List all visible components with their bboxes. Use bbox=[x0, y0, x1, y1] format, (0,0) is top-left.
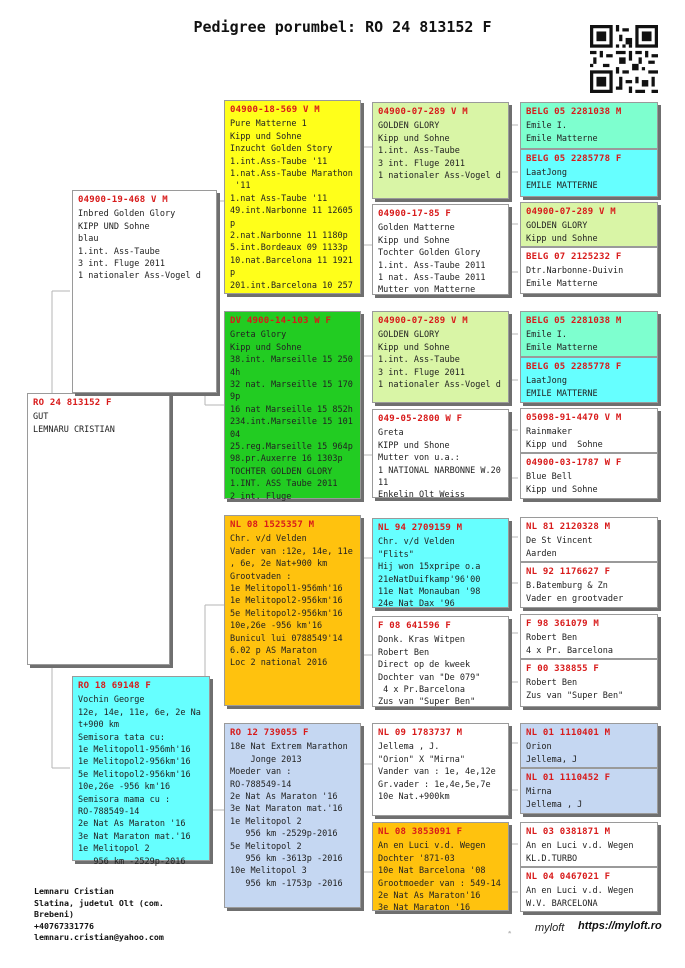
pigeon-info-line: Jellema, J bbox=[526, 754, 578, 765]
pigeon-info-line: 1e Melitopol1-956mh'16 bbox=[78, 745, 191, 756]
pigeon-info-line: Vader van :12e, 14e, 11e bbox=[230, 546, 353, 557]
pigeon-info-line: 11e Nat Monauban '98 bbox=[378, 587, 481, 598]
pigeon-info-line: 2e Nat As Maraton'16 bbox=[378, 891, 481, 902]
pigeon-info-line: 49.int.Narbonne 11 12605 bbox=[230, 206, 353, 217]
pigeon-info-line: De St Vincent bbox=[526, 536, 593, 547]
ring-number: BELG 05 2285778 F bbox=[526, 362, 622, 372]
pigeon-info-line: Bunicul lui 0788549'14 bbox=[230, 633, 343, 644]
ssd-card[interactable] bbox=[372, 204, 509, 295]
pigeon-info-line: Dtr.Narbonne-Duivin bbox=[526, 266, 624, 277]
pigeon-info-line: 201.int.Barcelona 10 257 bbox=[230, 280, 353, 291]
pigeon-info-line: Mutter von Matterne bbox=[378, 285, 476, 296]
pigeon-info-line: An en Luci v.d. Wegen bbox=[526, 841, 634, 852]
pigeon-info-line: TOCHTER GOLDEN GLORY bbox=[230, 466, 333, 477]
ring-number: BELG 05 2285778 F bbox=[526, 154, 622, 164]
pigeon-info-line: 5e Melitopol 2 bbox=[230, 841, 302, 852]
ancestor-card-11[interactable] bbox=[520, 614, 658, 659]
ring-number: NL 03 0381871 M bbox=[526, 827, 611, 837]
pigeon-info-line: KIPP UND Sohne bbox=[78, 221, 150, 232]
ancestor-card-10[interactable] bbox=[520, 562, 658, 608]
dam-dam-card[interactable] bbox=[224, 723, 361, 908]
pigeon-info-line: An en Luci v.d. Wegen bbox=[526, 886, 634, 897]
pigeon-info-line: 1 nat. Ass-Taube 2011 bbox=[378, 273, 486, 284]
ancestor-card-4[interactable] bbox=[520, 247, 658, 294]
website-link[interactable]: https://myloft.ro bbox=[578, 920, 662, 932]
pigeon-info-line: KL.D.TURBO bbox=[526, 853, 578, 864]
pigeon-info-line: Emile Matterne bbox=[526, 133, 598, 144]
ancestor-card-8[interactable] bbox=[520, 453, 658, 499]
ring-number: NL 08 3853091 F bbox=[378, 827, 463, 837]
pigeon-info-line: 2 int. Fluge bbox=[230, 491, 292, 502]
pigeon-info-line: , 6e, 2e Nat+900 km bbox=[230, 559, 328, 570]
pigeon-info-line: 1e Melitopol2-956km'16 bbox=[230, 596, 343, 607]
dsd-card[interactable] bbox=[372, 616, 509, 707]
pigeon-info-line: 956 km -3613p -2016 bbox=[230, 854, 343, 865]
pigeon-info-line: Golden Matterne bbox=[378, 223, 455, 234]
sss-card[interactable] bbox=[372, 102, 509, 199]
ancestor-card-16[interactable] bbox=[520, 867, 658, 912]
pigeon-info-line: Dochter '871-03 bbox=[378, 853, 455, 864]
pigeon-info-line: 10e,26e -956 km'16 bbox=[78, 782, 171, 793]
pigeon-info-line: Kipp und Sohne bbox=[526, 439, 603, 450]
pigeon-info-line: 25.reg.Marseille 15 964p bbox=[230, 442, 353, 453]
pigeon-info-line: Zus van "Super Ben" bbox=[378, 697, 476, 708]
myloft-logo-icon bbox=[508, 921, 534, 943]
ring-number: NL 01 1110401 M bbox=[526, 728, 611, 738]
pigeon-info-line: '11 bbox=[230, 181, 251, 192]
pigeon-info-line: 956 km -2529p-2016 bbox=[230, 829, 338, 840]
pigeon-info-line: An en Luci v.d. Wegen bbox=[378, 841, 486, 852]
pigeon-info-line: 24e Nat Dax '96 bbox=[378, 599, 455, 610]
pigeon-info-line: 1 NATIONAL NARBONNE W.20 bbox=[378, 465, 501, 476]
pigeon-info-line: Jonge 2013 bbox=[230, 754, 302, 765]
ancestor-card-12[interactable] bbox=[520, 659, 658, 707]
pigeon-info-line: Grootvaden : bbox=[230, 571, 292, 582]
ring-number: RO 24 813152 F bbox=[33, 398, 112, 408]
breeder-name: Lemnaru Cristian bbox=[34, 886, 114, 896]
pigeon-info-line: 1.int. Ass-Taube bbox=[78, 246, 160, 257]
ring-number: NL 94 2709159 M bbox=[378, 523, 463, 533]
pigeon-info-line: Mirna bbox=[526, 787, 552, 798]
pigeon-info-line: 21eNatDuifkamp'96'00 bbox=[378, 574, 481, 585]
pigeon-info-line: Direct op de kweek bbox=[378, 660, 471, 671]
pigeon-info-line: Kipp und Sohne bbox=[526, 233, 598, 244]
pigeon-info-line: Enkelin Olt Weiss bbox=[378, 490, 465, 501]
pigeon-info-line: GUT bbox=[33, 412, 49, 423]
pigeon-info-line: 10e Nat Barcelona '08 bbox=[378, 866, 486, 877]
pigeon-info-line: 1.INT. ASS Taube 2011 bbox=[230, 479, 338, 490]
pigeon-info-line: 5.int.Bordeaux 09 1133p bbox=[230, 243, 348, 254]
pigeon-info-line: B.Batemburg & Zn bbox=[526, 581, 608, 592]
ring-number: F 00 338855 F bbox=[526, 664, 600, 674]
pigeon-info-line: Dochter van "De 079" bbox=[378, 672, 481, 683]
pigeon-info-line: 04 bbox=[230, 429, 241, 440]
pigeon-info-line: Pure Matterne 1 bbox=[230, 119, 307, 130]
pigeon-info-line: 2.nat.Narbonne 11 1180p bbox=[230, 231, 348, 242]
pigeon-info-line: 1 nationaler Ass-Vogel d bbox=[78, 271, 201, 282]
dam-card[interactable] bbox=[72, 676, 210, 867]
sire-sire-card[interactable] bbox=[224, 100, 361, 294]
pigeon-info-line: 6.02 p AS Maraton bbox=[230, 646, 317, 657]
pigeon-info-line: 16 nat Marseille 15 852h bbox=[230, 404, 353, 415]
pigeon-info-line: Vader en grootvader bbox=[526, 593, 624, 604]
pigeon-info-line: Emile Matterne bbox=[526, 278, 598, 289]
pigeon-info-line: 10e Nat.+900km bbox=[378, 792, 450, 803]
pigeon-info-line: 3e Nat Maraton mat.'16 bbox=[78, 831, 191, 842]
pigeon-info-line: 1e Melitopol2-956km'16 bbox=[78, 757, 191, 768]
pigeon-info-line: 38.int. Marseille 15 250 bbox=[230, 355, 353, 366]
pigeon-info-line: p bbox=[230, 268, 236, 279]
pigeon-info-line: Vander van : 1e, 4e,12e bbox=[378, 767, 496, 778]
breeder-contact bbox=[34, 886, 164, 944]
dss-card[interactable] bbox=[372, 518, 509, 608]
ring-number: NL 09 1783737 M bbox=[378, 728, 463, 738]
pigeon-info-line: 3 int. Fluge 2011 bbox=[78, 259, 165, 270]
pigeon-info-line: 4h bbox=[230, 367, 241, 378]
pigeon-info-line: 3 int. Fluge 2011 bbox=[378, 158, 465, 169]
pigeon-info-line: EMILE MATTERNE bbox=[526, 180, 598, 191]
pigeon-info-line: Kipp und Sohne bbox=[230, 342, 302, 353]
ring-number: F 08 641596 F bbox=[378, 621, 452, 631]
pigeon-info-line: t+900 km bbox=[78, 720, 119, 731]
pigeon-info-line: 4 x Pr.Barcelona bbox=[378, 685, 465, 696]
pigeon-info-line: 1.int.Ass-Taube '11 bbox=[230, 156, 328, 167]
pigeon-info-line: Kipp und Sohne bbox=[378, 235, 450, 246]
myloft-logo-text: myloft bbox=[535, 922, 565, 934]
pigeon-info-line: Jellema , J bbox=[526, 799, 583, 810]
breeder-address-1: Slatina, judetul Olt (com. bbox=[34, 897, 164, 908]
ancestor-card-1[interactable] bbox=[520, 102, 658, 149]
pigeon-info-line: 1.nat Ass-Taube '11 bbox=[230, 193, 328, 204]
pigeon-info-line: 234.int.Marseille 15 101 bbox=[230, 417, 353, 428]
ancestor-card-3[interactable] bbox=[520, 202, 658, 247]
dam-sire-card[interactable] bbox=[224, 515, 361, 706]
ring-number: 04900-07-289 V M bbox=[378, 316, 468, 326]
pigeon-info-line: Rainmaker bbox=[526, 427, 573, 438]
pigeon-info-line: 3 int. Fluge 2011 bbox=[378, 367, 465, 378]
pigeon-info-line: 1.int. Ass-Taube 2011 bbox=[378, 260, 486, 271]
pigeon-info-line: Emile Matterne bbox=[526, 342, 598, 353]
pigeon-info-line: RO-788549-14 bbox=[230, 779, 292, 790]
pigeon-info-line: 3e Nat Maraton mat.'16 bbox=[230, 804, 343, 815]
pigeon-info-line: Mutter von u.a.: bbox=[378, 453, 460, 464]
sdd-card[interactable] bbox=[372, 409, 509, 501]
pigeon-info-line: KIPP und Shone bbox=[378, 440, 450, 451]
pigeon-info-line: 11 bbox=[378, 478, 389, 489]
ddd-card[interactable] bbox=[372, 822, 509, 914]
ring-number: 04900-07-289 V M bbox=[526, 207, 616, 217]
pigeon-info-line: GOLDEN GLORY bbox=[526, 221, 588, 232]
pigeon-info-line: Robert Ben bbox=[378, 647, 430, 658]
ring-number: 05098-91-4470 V M bbox=[526, 413, 622, 423]
ring-number: 049-05-2800 W F bbox=[378, 414, 463, 424]
pigeon-info-line: 1e Melitopol1-956mh'16 bbox=[230, 584, 343, 595]
pigeon-info-line: Chr. v/d Velden bbox=[378, 537, 455, 548]
ring-number: NL 92 1176627 F bbox=[526, 567, 611, 577]
ring-number: 04900-07-289 V M bbox=[378, 107, 468, 117]
pigeon-info-line: blau bbox=[78, 234, 99, 245]
pigeon-info-line: Kipp und Sohne bbox=[378, 133, 450, 144]
ring-number: NL 01 1110452 F bbox=[526, 773, 611, 783]
pigeon-info-line: Moeder van : bbox=[230, 767, 292, 778]
ring-number: NL 81 2120328 M bbox=[526, 522, 611, 532]
pigeon-info-line: LaatJong bbox=[526, 376, 567, 387]
ring-number: 04900-03-1787 W F bbox=[526, 458, 622, 468]
pigeon-info-line: 956 km -1753p -2016 bbox=[230, 878, 343, 889]
pigeon-info-line: Donk. Kras Witpen bbox=[378, 635, 465, 646]
sds-card[interactable] bbox=[372, 311, 509, 403]
pigeon-info-line: 5e Melitopol2-956km'16 bbox=[78, 769, 191, 780]
ring-number: NL 04 0467021 F bbox=[526, 872, 611, 882]
pigeon-info-line: 956 km -2529p-2016 bbox=[78, 856, 186, 867]
sire-dam-card[interactable] bbox=[224, 311, 361, 502]
sire-card[interactable] bbox=[72, 190, 217, 393]
ring-number: DV 4900-14-103 W F bbox=[230, 316, 332, 326]
pigeon-info-line: 3e Nat Maraton '16 bbox=[378, 903, 471, 914]
pigeon-info-line: Robert Ben bbox=[526, 633, 578, 644]
pigeon-info-line: 1 nationaler Ass-Vogel d bbox=[378, 171, 501, 182]
pigeon-info-line: Chr. v/d Velden bbox=[230, 534, 307, 545]
pigeon-info-line: Blue Bell bbox=[526, 472, 573, 483]
pigeon-info-line: Kipp und Sohne bbox=[230, 131, 302, 142]
pigeon-info-line: Kipp und Sohne bbox=[378, 342, 450, 353]
pigeon-info-line: Zus van "Super Ben" bbox=[526, 690, 624, 701]
pigeon-info-line: Inzucht Golden Story bbox=[230, 144, 333, 155]
pigeon-info-line: Greta bbox=[378, 428, 404, 439]
ancestor-card-6[interactable] bbox=[520, 357, 658, 403]
pigeon-info-line: 12e, 14e, 11e, 6e, 2e Na bbox=[78, 707, 201, 718]
pigeon-info-line: 1 nationaler Ass-Vogel d bbox=[378, 380, 501, 391]
pigeon-info-line: Tochter Golden Glory bbox=[378, 248, 481, 259]
ring-number: NL 08 1525357 M bbox=[230, 520, 315, 530]
pigeon-info-line: Gr.vader : 1e,4e,5e,7e bbox=[378, 779, 491, 790]
ring-number: BELG 05 2281038 M bbox=[526, 316, 622, 326]
pigeon-info-line: Inbred Golden Glory bbox=[78, 209, 176, 220]
pigeon-info-line: 1e Melitopol 2 bbox=[78, 844, 150, 855]
pigeon-info-line: GOLDEN GLORY bbox=[378, 121, 440, 132]
ancestor-card-5[interactable] bbox=[520, 311, 658, 357]
pigeon-info-line: Robert Ben bbox=[526, 678, 578, 689]
pigeon-info-line: RO-788549-14 bbox=[78, 807, 140, 818]
pigeon-info-line: 2e Nat As Maraton '16 bbox=[230, 792, 338, 803]
pigeon-info-line: 10e,26e -956 km'16 bbox=[230, 621, 323, 632]
pigeon-info-line: W.V. BARCELONA bbox=[526, 898, 598, 909]
pigeon-info-line: Kipp und Sohne bbox=[526, 484, 598, 495]
breeder-phone: +40767331776 bbox=[34, 920, 94, 931]
pigeon-info-line: EMILE MATTERNE bbox=[526, 388, 598, 399]
pigeon-info-line: Semisora mama cu : bbox=[78, 794, 171, 805]
pigeon-info-line: Semisora tata cu: bbox=[78, 732, 165, 743]
pigeon-info-line: Grootmoeder van : 549-14 bbox=[378, 878, 501, 889]
pigeon-info-line: 98.pr.Auxerre 16 1303p bbox=[230, 454, 343, 465]
pigeon-info-line: 1.int. Ass-Taube bbox=[378, 355, 460, 366]
ancestor-card-13[interactable] bbox=[520, 723, 658, 768]
pigeon-info-line: p bbox=[230, 218, 236, 229]
pigeon-info-line: Loc 2 national 2016 bbox=[230, 658, 328, 669]
dds-card[interactable] bbox=[372, 723, 509, 816]
ancestor-card-9[interactable] bbox=[520, 517, 658, 562]
pigeon-info-line: Emile I. bbox=[526, 330, 567, 341]
pigeon-info-line: 1.int. Ass-Taube bbox=[378, 146, 460, 157]
pigeon-info-line: 1e Melitopol 2 bbox=[230, 816, 302, 827]
pigeon-info-line: 5e Melitopol2-956km'16 bbox=[230, 608, 343, 619]
pigeon-info-line: 32 nat. Marseille 15 170 bbox=[230, 380, 353, 391]
pigeon-info-line: 2e Nat As Maraton '16 bbox=[78, 819, 186, 830]
ancestor-card-2[interactable] bbox=[520, 149, 658, 197]
pigeon-info-line: 4 x Pr. Barcelona bbox=[526, 645, 613, 656]
ancestor-card-14[interactable] bbox=[520, 768, 658, 814]
ring-number: 04900-19-468 V M bbox=[78, 195, 168, 205]
pigeon-info-line: 18e Nat Extrem Marathon bbox=[230, 742, 348, 753]
pigeon-info-line: 1.nat.Ass-Taube Marathon bbox=[230, 169, 353, 180]
breeder-address-2: Brebeni) bbox=[34, 909, 74, 920]
pigeon-info-line: "Orion" X "Mirna" bbox=[378, 754, 465, 765]
ring-number: F 98 361079 M bbox=[526, 619, 600, 629]
pigeon-info-line: 10e Melitopol 3 bbox=[230, 866, 307, 877]
pigeon-info-line: Jellema , J. bbox=[378, 742, 440, 753]
ancestor-card-7[interactable] bbox=[520, 408, 658, 453]
ring-number: 04900-18-569 V M bbox=[230, 105, 320, 115]
pigeon-info-line: Orion bbox=[526, 742, 552, 753]
pigeon-info-line: 10.nat.Barcelona 11 1921 bbox=[230, 255, 353, 266]
pigeon-info-line: "Flits" bbox=[378, 549, 414, 560]
pigeon-info-line: Aarden bbox=[526, 548, 557, 559]
ring-number: 04900-17-85 F bbox=[378, 209, 452, 219]
ring-number: RO 18 69148 F bbox=[78, 681, 152, 691]
pigeon-info-line: Greta Glory bbox=[230, 330, 287, 341]
page-title: Pedigree porumbel: RO 24 813152 F bbox=[193, 18, 492, 36]
pigeon-info-line: 9p bbox=[230, 392, 241, 403]
ring-number: BELG 05 2281038 M bbox=[526, 107, 622, 117]
pigeon-info-line: LaatJong bbox=[526, 168, 567, 179]
ring-number: RO 12 739055 F bbox=[230, 728, 309, 738]
pigeon-info-line: Vochin George bbox=[78, 695, 145, 706]
subject-card[interactable] bbox=[27, 393, 170, 665]
pigeon-info-line: Hij won 15xpripe o.a bbox=[378, 562, 481, 573]
pigeon-info-line: GOLDEN GLORY bbox=[378, 330, 440, 341]
ring-number: BELG 07 2125232 F bbox=[526, 252, 622, 262]
pigeon-info-line: LEMNARU CRISTIAN bbox=[33, 424, 115, 435]
pigeon-info-line: Emile I. bbox=[526, 121, 567, 132]
ancestor-card-15[interactable] bbox=[520, 822, 658, 867]
breeder-email[interactable]: lemnaru.cristian@yahoo.com bbox=[34, 932, 164, 943]
